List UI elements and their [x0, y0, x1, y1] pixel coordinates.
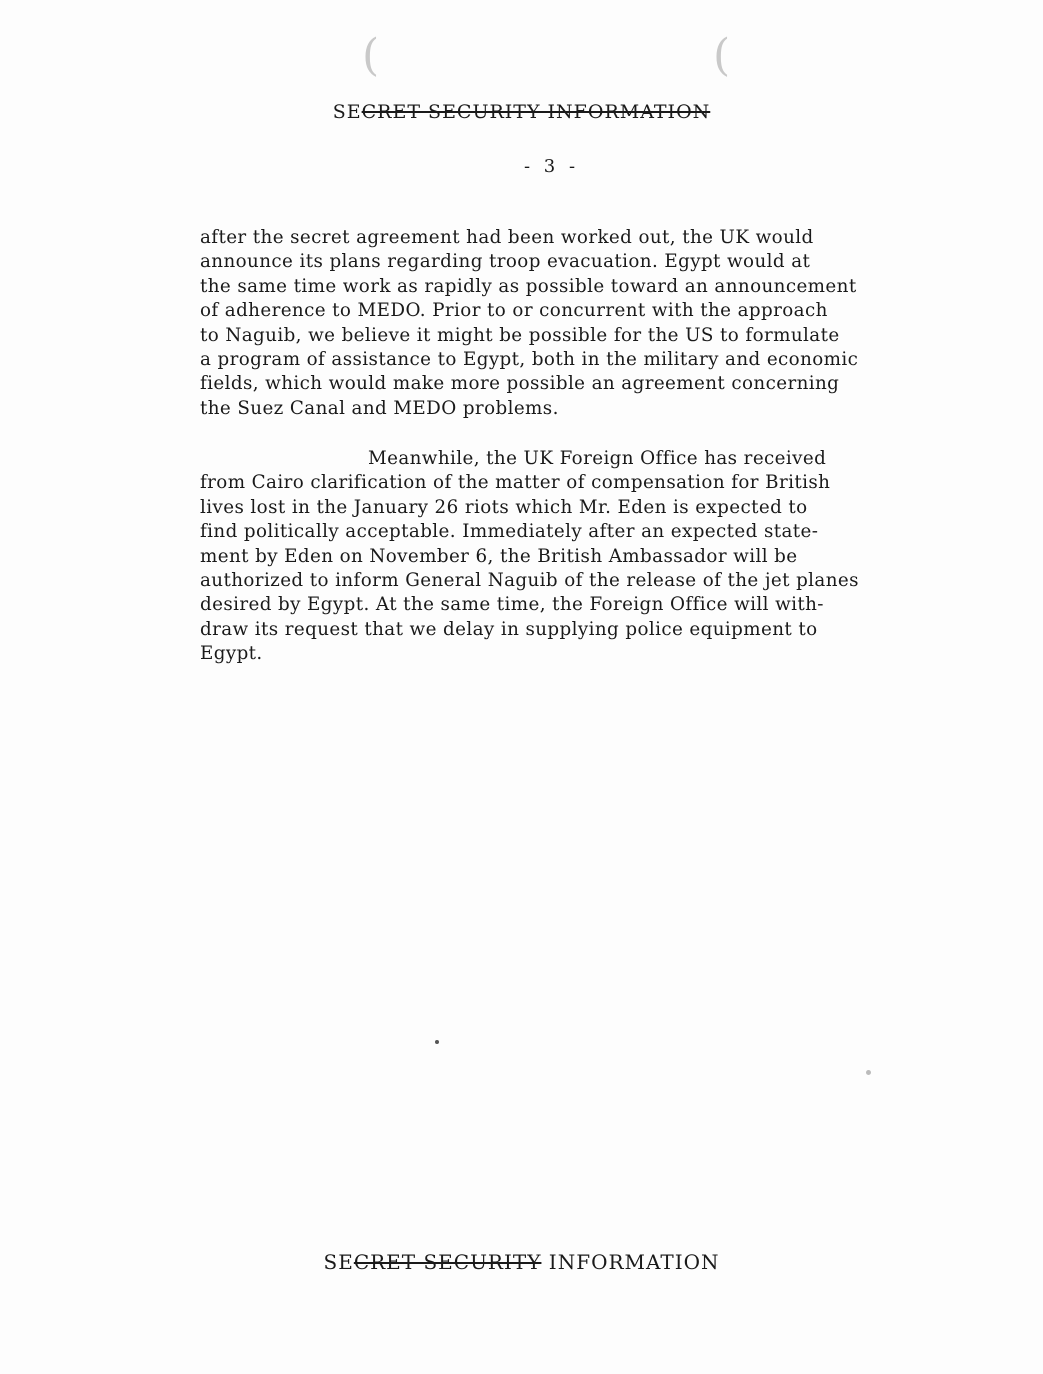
paragraph-line: draw its request that we delay in supplying police equipment to [200, 618, 818, 640]
paragraph-line: lives lost in the January 26 riots which Mr. Eden is expected to [200, 496, 808, 518]
stray-ink-dot [435, 1040, 439, 1044]
paragraph-line: Egypt. [200, 643, 263, 665]
paragraph-line: the Suez Canal and MEDO problems. [200, 397, 559, 419]
paragraph-line: ment by Eden on November 6, the British Ambassador will be [200, 545, 798, 567]
header-classification [0, 101, 1043, 123]
paragraph-line: of adherence to MEDO. Prior to or concurrent with the approach [200, 300, 828, 322]
paragraph-line: after the secret agreement had been worked out, the UK would [200, 227, 814, 248]
binder-hole-mark-right: ( [713, 30, 731, 81]
paragraph-line: find politically acceptable. Immediately after an expected state- [200, 521, 819, 543]
header-classification-struck: CRET SECURITY INFORMATION [361, 101, 711, 123]
footer-classification-rest: INFORMATION [541, 1250, 720, 1274]
footer-classification-prefix: SE [323, 1250, 354, 1274]
page-number: - 3 - [523, 156, 580, 177]
paragraph-line: announce its plans regarding troop evacuation. Egypt would at [200, 251, 811, 273]
paragraph-1 [200, 226, 940, 421]
footer-classification [0, 1250, 1043, 1274]
paragraph-line: to Naguib, we believe it might be possible for the US to formulate [200, 324, 840, 346]
paragraph-2 [200, 447, 940, 667]
paragraph-line: authorized to inform General Naguib of the release of the jet planes [200, 570, 859, 592]
binder-hole-mark-left: ( [362, 30, 380, 81]
paragraph-line: from Cairo clarification of the matter of compensation for British [200, 472, 831, 494]
paragraph-line: Meanwhile, the UK Foreign Office has received [368, 448, 827, 469]
stray-ink-dot [866, 1070, 871, 1075]
footer-classification-struck: CRET SECURITY [353, 1250, 542, 1274]
paragraph-line: the same time work as rapidly as possible toward an announcement [200, 275, 857, 297]
paragraph-line: fields, which would make more possible an agreement concerning [200, 373, 840, 395]
paragraph-line: desired by Egypt. At the same time, the Foreign Office will with- [200, 594, 824, 616]
header-classification-prefix: SE [332, 101, 362, 123]
paragraph-line: a program of assistance to Egypt, both in the military and economic [200, 349, 859, 371]
